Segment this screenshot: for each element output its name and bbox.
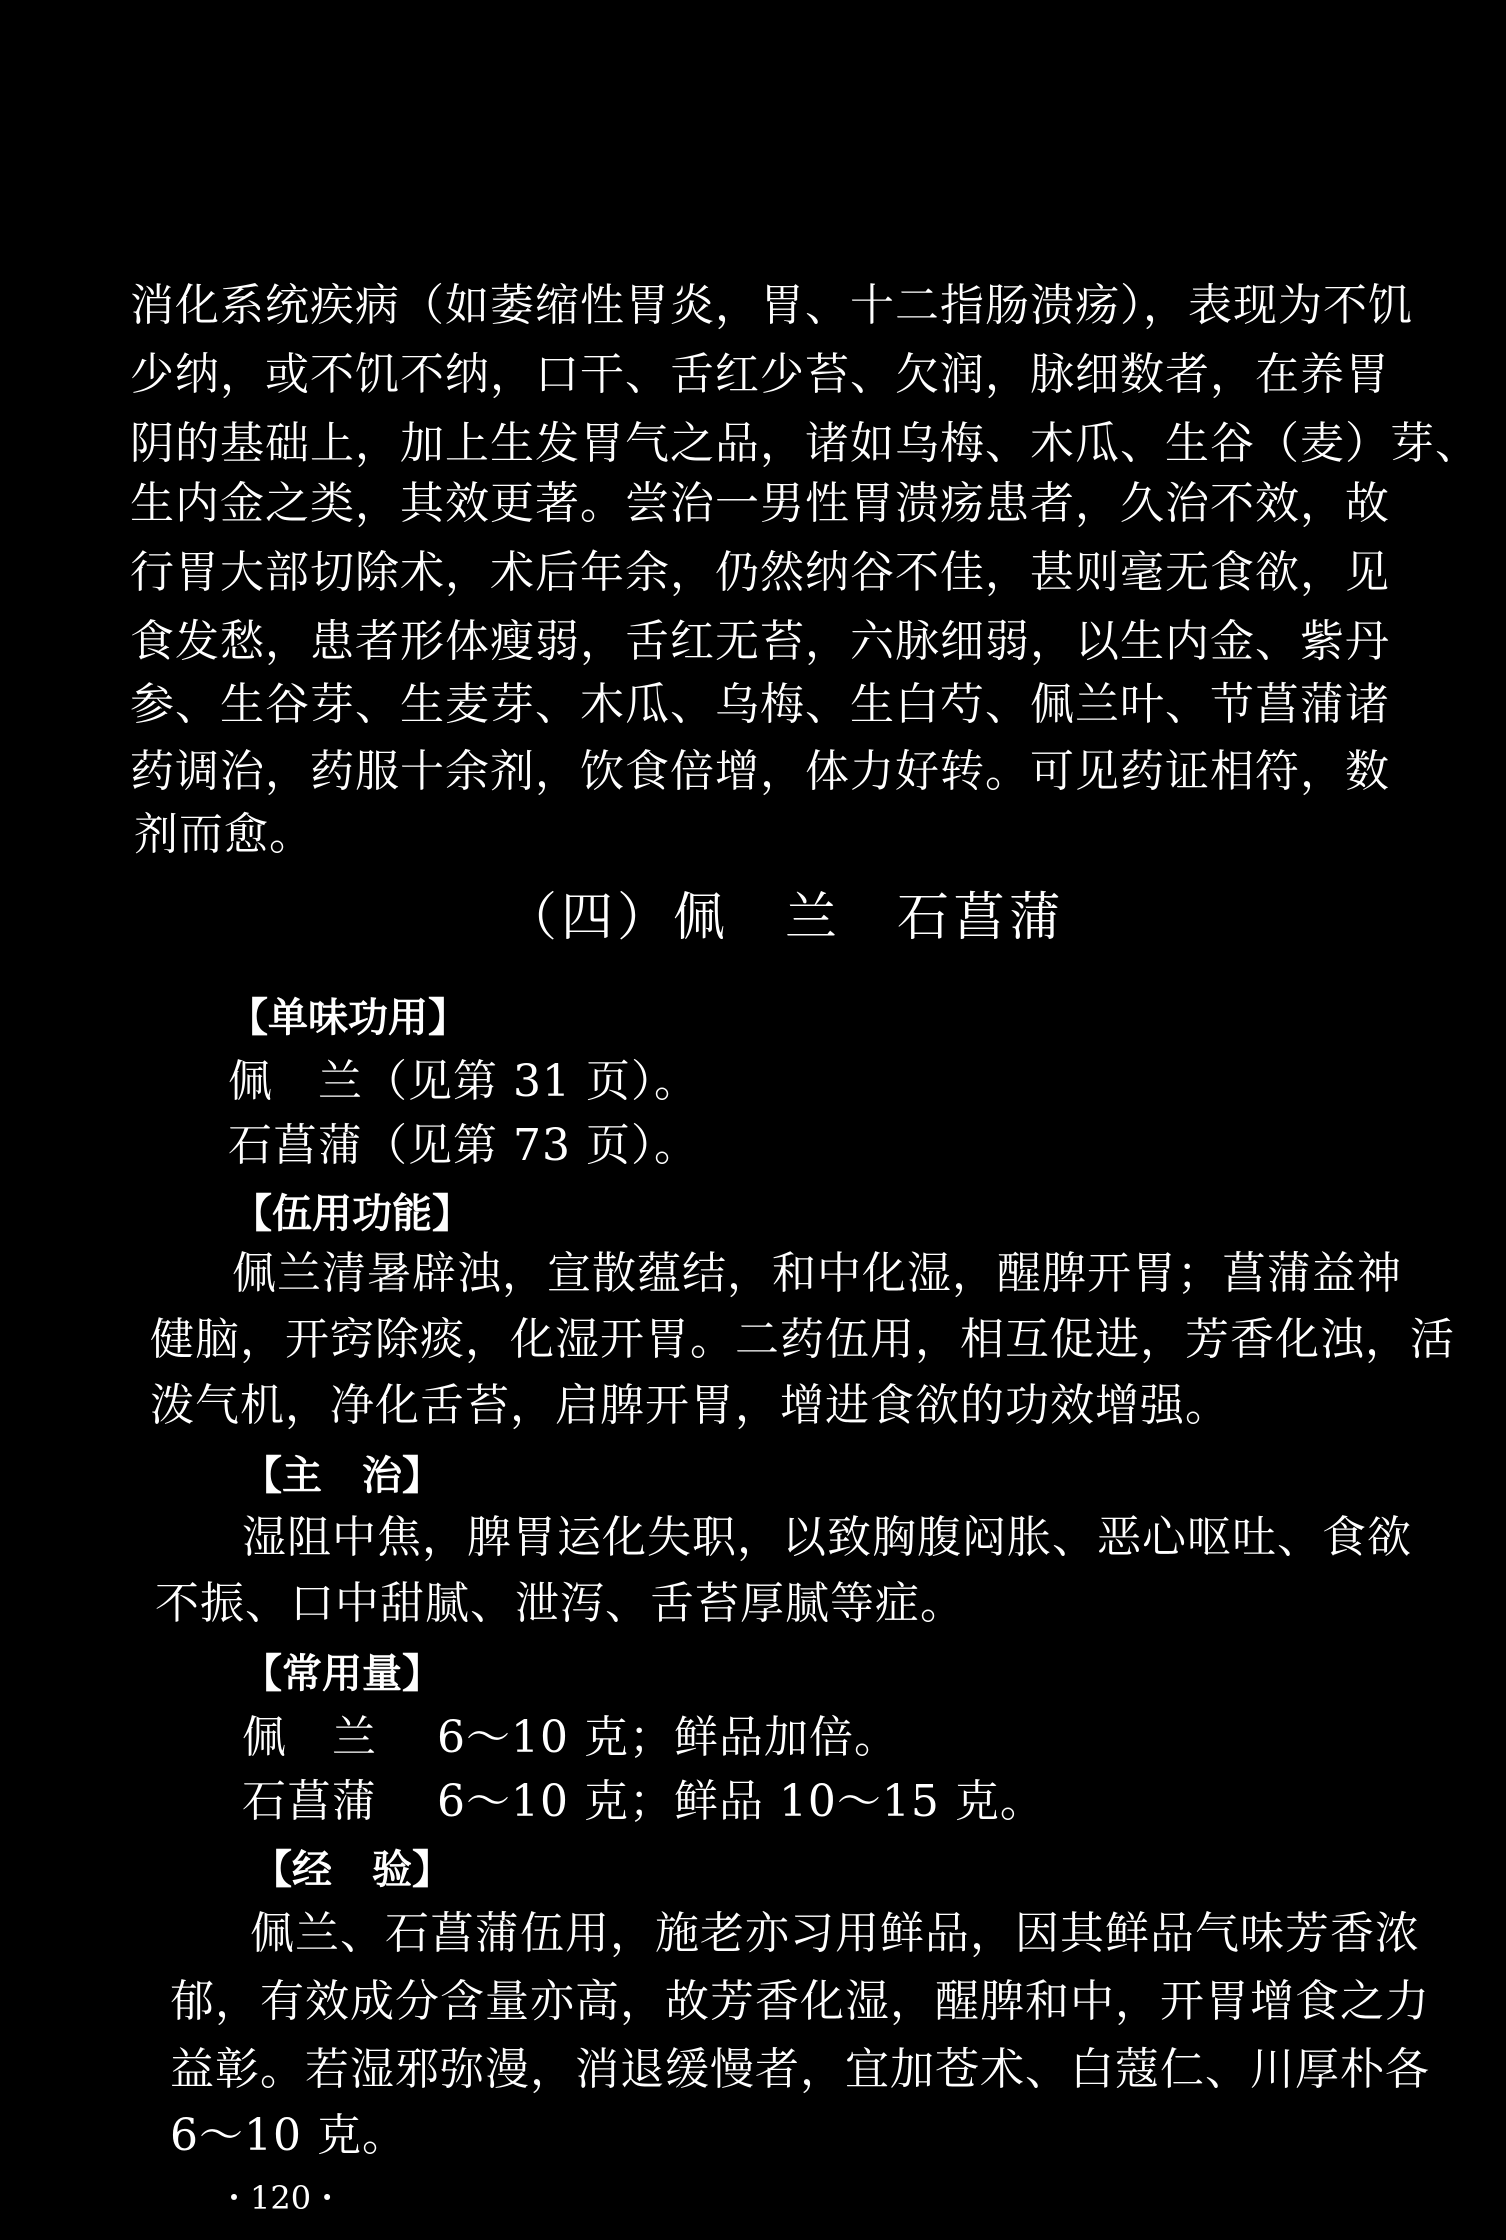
intro-line: 生内金之类，其效更著。尝治一男性胃溃疡患者，久治不效，故: [130, 478, 1390, 529]
combined-function-line: 佩兰清暑辟浊，宣散蕴结，和中化湿，醒脾开胃；菖蒲益神: [232, 1248, 1402, 1299]
intro-line: 阴的基础上，加上生发胃气之品，诸如乌梅、木瓜、生谷（麦）芽、: [130, 418, 1480, 469]
intro-line: 行胃大部切除术，术后年余，仍然纳谷不佳，甚则毫无食欲，见: [130, 547, 1390, 598]
experience-line: 6～10 克。: [170, 2110, 407, 2161]
combined-function-line: 泼气机，净化舌苔，启脾开胃，增进食欲的功效增强。: [150, 1380, 1230, 1431]
combined-function-line: 健脑，开窍除痰，化湿开胃。二药伍用，相互促进，芳香化浊，活: [150, 1314, 1455, 1365]
intro-line: 食发愁，患者形体瘦弱，舌红无苔，六脉细弱，以生内金、紫丹: [130, 616, 1390, 667]
experience-line: 益彰。若湿邪弥漫，消退缓慢者，宜加苍术、白蔻仁、川厚朴各: [170, 2044, 1430, 2095]
intro-line: 少纳，或不饥不纳，口干、舌红少苔、欠润，脉细数者，在养胃: [130, 349, 1390, 400]
page-number: ・120・: [218, 2179, 344, 2217]
dosage-line: 石菖蒲 6～10 克；鲜品 10～15 克。: [242, 1776, 1045, 1827]
dosage-heading: 【常用量】: [242, 1651, 442, 1697]
experience-line: 佩兰、石菖蒲伍用，施老亦习用鲜品，因其鲜品气味芳香浓: [250, 1908, 1420, 1959]
intro-line: 消化系统疾病（如萎缩性胃炎，胃、十二指肠溃疡），表现为不饥: [130, 280, 1413, 331]
intro-line: 药调治，药服十余剂，饮食倍增，体力好转。可见药证相符，数: [130, 746, 1390, 797]
indications-line: 湿阻中焦，脾胃运化失职，以致胸腹闷胀、恶心呕吐、食欲: [242, 1512, 1412, 1563]
experience-heading: 【经 验】: [252, 1847, 452, 1893]
intro-line: 剂而愈。: [134, 809, 314, 860]
combined-function-heading: 【伍用功能】: [232, 1191, 472, 1237]
indications-heading: 【主 治】: [242, 1453, 442, 1499]
single-use-heading: 【单味功用】: [228, 995, 468, 1041]
experience-line: 郁，有效成分含量亦高，故芳香化湿，醒脾和中，开胃增食之力: [170, 1976, 1430, 2027]
section-title: （四）佩 兰 石菖蒲: [505, 888, 1066, 948]
indications-line: 不振、口中甜腻、泄泻、舌苔厚腻等症。: [155, 1578, 965, 1629]
dosage-line: 佩 兰 6～10 克；鲜品加倍。: [242, 1712, 899, 1763]
intro-line: 参、生谷芽、生麦芽、木瓜、乌梅、生白芍、佩兰叶、节菖蒲诸: [130, 679, 1390, 730]
single-use-line: 石菖蒲（见第 73 页）。: [228, 1120, 699, 1171]
single-use-line: 佩 兰（见第 31 页）。: [228, 1056, 699, 1107]
